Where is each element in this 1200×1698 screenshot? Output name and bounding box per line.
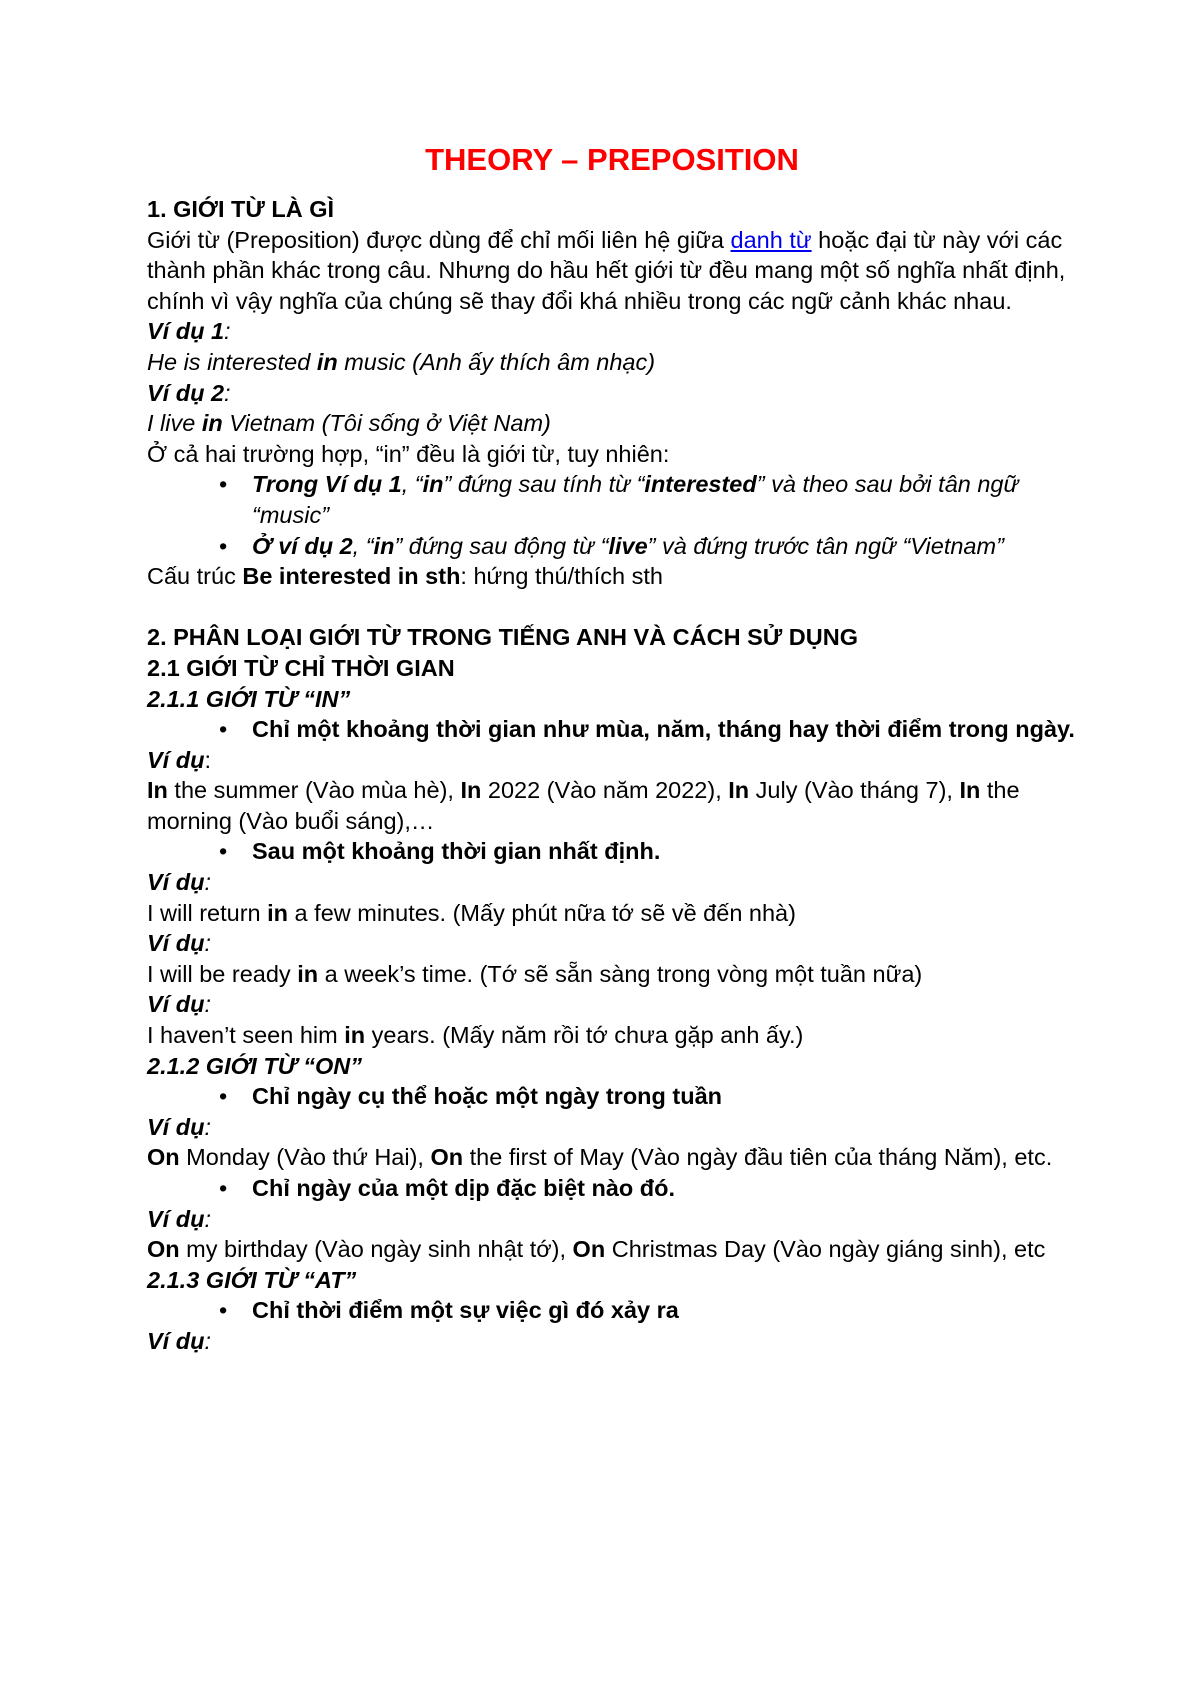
keyword: In [728,777,750,804]
text: 2022 (Vào năm 2022), [481,777,729,804]
example-label-text: Ví dụ [147,869,205,896]
on-examples-2 [147,1234,1077,1265]
section-2-1-1-heading: 2.1.1 GIỚI TỪ “IN” [147,685,351,712]
keyword: Be interested in sth [242,563,461,590]
section-1-heading: 1. GIỚI TỪ LÀ GÌ [147,196,335,222]
list-item: • Chỉ ngày của một dịp đặc biệt nào đó. [147,1173,1077,1204]
text: Trong Ví dụ 1 [252,471,402,498]
example-label-text: Ví dụ [147,746,205,773]
example-label-text: Ví dụ [147,1205,205,1232]
danh-tu-link[interactable]: danh từ [730,226,812,253]
in-example-seen [147,1020,1077,1051]
example-label [147,867,1077,898]
keyword: On [147,1144,180,1171]
text: July (Vào tháng 7), [749,777,960,804]
keyword: In [147,777,168,804]
keyword: interested [644,471,757,498]
example-label [147,1326,1077,1357]
document-page [147,140,1077,1357]
text: ” và theo sau bởi tân ngữ “music” [252,471,1019,528]
keyword: in [344,1022,366,1049]
in-examples [147,775,1077,836]
example-label [147,989,1077,1020]
colon: : [204,1327,211,1354]
example-label [147,1204,1077,1235]
text: , “ [352,532,374,559]
keyword: in [201,410,223,437]
at-list-1 [147,1295,1077,1326]
example-label-text: Ví dụ 2 [147,379,225,406]
list-item [147,531,1077,562]
intro-text: Giới từ (Preposition) được dùng để chỉ mối liên hệ giữa [147,226,731,253]
text: I will return [147,899,268,926]
text: I haven’t seen him [147,1022,345,1049]
text: , “ [401,471,423,498]
text: Cấu trúc [147,563,243,590]
on-examples-1 [147,1142,1077,1173]
keyword: On [430,1144,464,1171]
text: : hứng thú/thích sth [460,563,663,590]
example-label-text: Ví dụ [147,930,205,957]
in-list-1 [147,714,1077,745]
colon: : [204,991,211,1018]
keyword: in [422,471,444,498]
text: my birthday (Vào ngày sinh nhật tớ), [179,1236,573,1263]
example-label-text: Ví dụ [147,1327,205,1354]
example-label [147,1112,1077,1143]
colon: : [204,930,211,957]
spacer [147,592,1077,623]
on-list-1 [147,1081,1077,1112]
in-example-ready [147,959,1077,990]
keyword: On [147,1236,180,1263]
example-2-label [147,378,1077,409]
text: the summer (Vào mùa hè), [167,777,461,804]
colon: : [224,318,231,345]
section-2-1-3-heading: 2.1.3 GIỚI TỪ “AT” [147,1266,357,1293]
colon: : [224,379,231,406]
example-2-text [147,408,1077,439]
example-label-text: Ví dụ [147,1113,205,1140]
list-item: • Chỉ một khoảng thời gian như mùa, năm, tháng hay thời điểm trong ngày. [147,714,1077,745]
text: the first of May (Vào ngày đầu tiên của tháng Năm), etc. [463,1144,1053,1171]
text: I will be ready [147,960,298,987]
colon: : [204,869,211,896]
text: ” đứng sau động từ “ [394,532,609,559]
intro-text-cont: hoặc đại từ này với các thành phần khác trong câu. Nhưng do hầu hết giới từ đều mang một số nghĩa nhất định, chính vì vậy nghĩa của chúng sẽ thay đổi khá nhiều trong các ngữ cảnh khác nhau. [147,226,1066,314]
comparison-list [147,469,1077,561]
page-title: THEORY – PREPOSITION [425,142,799,177]
section-2-1-2-heading: 2.1.2 GIỚI TỪ “ON” [147,1052,362,1079]
keyword: in [297,960,319,987]
text: a week’s time. (Tớ sẽ sẵn sàng trong vòng một tuần nữa) [318,960,923,987]
text: music (Anh ấy thích âm nhạc) [337,348,656,375]
list-item: • Sau một khoảng thời gian nhất định. [147,836,1077,867]
text: Christmas Day (Vào ngày giáng sinh), etc [605,1236,1046,1263]
example-label [147,745,1077,776]
text: Monday (Vào thứ Hai), [179,1144,431,1171]
text: Vietnam (Tôi sống ở Việt Nam) [222,410,551,437]
section-2-heading: 2. PHÂN LOẠI GIỚI TỪ TRONG TIẾNG ANH VÀ CÁCH SỬ DỤNG [147,624,858,651]
text: a few minutes. (Mấy phút nữa tớ sẽ về đến nhà) [288,899,796,926]
keyword: On [572,1236,606,1263]
list-item: • Chỉ thời điểm một sự việc gì đó xảy ra [147,1295,1077,1326]
list-item [147,469,1077,530]
in-example-return [147,898,1077,929]
colon: : [204,1113,211,1140]
text: I live [147,410,202,437]
section-1-intro [147,225,1077,317]
section-2-1-heading: 2.1 GIỚI TỪ CHỈ THỜI GIAN [147,654,455,681]
example-label-text: Ví dụ [147,991,205,1018]
text: He is interested [147,348,317,375]
text: years. (Mấy năm rồi tớ chưa gặp anh ấy.) [365,1022,804,1049]
example-label-text: Ví dụ 1 [147,318,225,345]
colon: : [204,1205,211,1232]
on-list-2 [147,1173,1077,1204]
structure-text [147,561,1077,592]
example-label [147,928,1077,959]
list-item: • Chỉ ngày cụ thể hoặc một ngày trong tuần [147,1081,1077,1112]
text: ” và đứng trước tân ngữ “Vietnam” [647,532,1004,559]
example-1-text [147,347,1077,378]
keyword: live [608,532,648,559]
keyword: in [267,899,289,926]
keyword: in [373,532,395,559]
text: ” đứng sau tính từ “ [443,471,645,498]
colon: : [204,746,211,773]
example-1-label [147,316,1077,347]
both-cases-text: Ở cả hai trường hợp, “in” đều là giới từ, tuy nhiên: [147,440,670,467]
keyword: In [460,777,482,804]
keyword: In [959,777,981,804]
text: Ở ví dụ 2 [252,532,353,559]
text: the morning (Vào buổi sáng),… [147,777,1020,834]
in-list-2 [147,836,1077,867]
keyword: in [316,348,338,375]
